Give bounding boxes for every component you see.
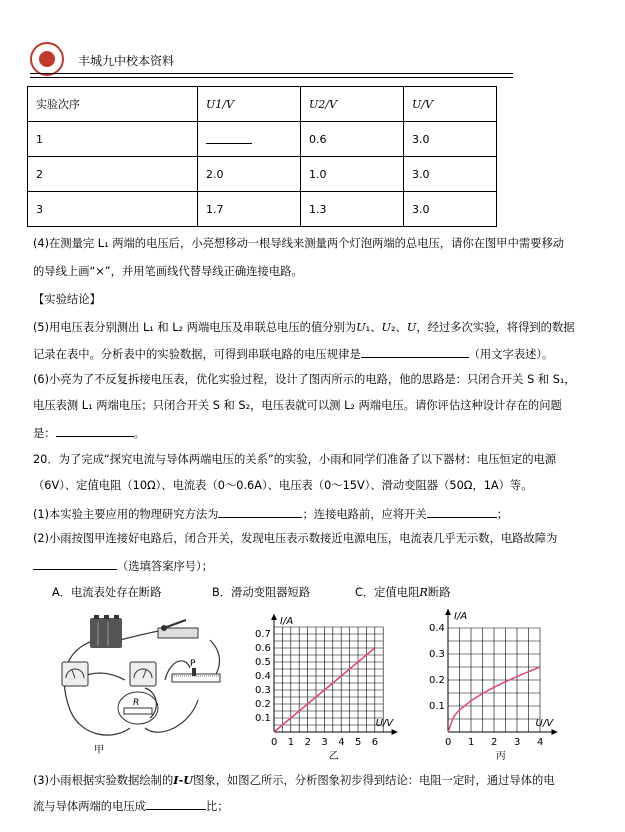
y-axis-label: I/A (280, 616, 294, 627)
x-tick-label: 6 (371, 737, 379, 748)
table-cell: 1.7 (198, 192, 301, 227)
school-logo (30, 42, 64, 76)
x-axis-label: U/V (535, 718, 554, 729)
q20-1-text: ；连接电路前，应将开关 (302, 508, 427, 521)
y-tick-label: 0.1 (255, 713, 271, 724)
x-tick-label: 1 (287, 737, 295, 748)
q5-text: 记录在表中。分析表中的实验数据，可得到串联电路的电压规律是 (33, 348, 361, 361)
x-axis-arrow (392, 729, 398, 735)
q20-3-text: 流与导体两端的电压成 (33, 800, 146, 813)
option-c-text: 断路 (427, 586, 451, 599)
x-axis-label: U/V (375, 718, 394, 729)
table-cell: 3.0 (404, 122, 497, 157)
y-tick-label: 0.3 (255, 685, 271, 696)
var-u1: U (356, 321, 366, 334)
q6-line1: (6)小亮为了不反复拆接电压表，优化实验过程，设计了图丙所示的电路，他的思路是：只闭合开关 S 和 S₁， (33, 373, 576, 386)
y-tick-label: 0.6 (255, 643, 271, 654)
q20-2-text: （选填答案序号）； (117, 560, 214, 573)
x-tick-label: 3 (321, 737, 328, 748)
resistor-label: R (133, 698, 140, 708)
header-rule (30, 73, 513, 74)
q5-text: ，经过多次实验，将得到的数据 (416, 321, 575, 334)
x-tick-label: 2 (491, 737, 498, 748)
q20-2-line1: (2)小雨按图甲连接好电路后，闭合开关，发现电压表示数接近电源电压，电流表几乎无示数，电路故障为 (33, 532, 558, 545)
table-header-row (28, 87, 497, 122)
x-tick-label: 2 (304, 737, 311, 748)
q5-line1 (33, 320, 575, 336)
header-u: U/V (412, 97, 433, 111)
header-u2: U2/V (309, 97, 337, 111)
switch-icon (158, 620, 198, 638)
table-cell: 1.3 (301, 192, 404, 227)
x-tick-label: 0 (271, 737, 278, 748)
q6-line3 (33, 424, 145, 442)
y-tick-label: 0.2 (429, 675, 445, 686)
figure-caption: 丙 (495, 751, 506, 760)
q4-line2: 的导线上画“×”，并用笔画线代替导线正确连接电路。 (33, 265, 303, 278)
conclusion-heading: 【实验结论】 (33, 293, 101, 306)
answer-blank[interactable] (56, 424, 134, 437)
resistor-icon (118, 692, 158, 724)
q5-text: （用文字表述）。 (468, 348, 554, 361)
var-sep: ₁、 (365, 321, 382, 334)
circuit-figure (50, 610, 230, 760)
option-a: A．电流表处存在断路 (52, 586, 162, 599)
q20-1-text: ； (496, 508, 509, 521)
var-sep: ₂、 (391, 321, 407, 334)
table-row (28, 122, 497, 157)
rheostat-icon (172, 659, 220, 682)
x-tick-label: 4 (537, 737, 544, 748)
x-tick-label: 4 (338, 737, 345, 748)
y-axis-arrow (445, 609, 451, 615)
y-tick-label: 0.4 (429, 623, 445, 634)
x-axis-arrow (552, 729, 558, 735)
figure-caption-jia: 甲 (94, 745, 104, 756)
q20-1-text: (1)本实验主要应用的物理研究方法为 (33, 508, 219, 521)
table-cell: 3.0 (404, 192, 497, 227)
table-header (198, 87, 301, 122)
q6-text: 是： (33, 427, 56, 440)
table-header (404, 87, 497, 122)
iu-graph-bing (428, 602, 568, 760)
q5-line2 (33, 345, 553, 363)
answer-blank[interactable] (206, 132, 252, 144)
y-tick-label: 0.5 (255, 657, 271, 668)
q20-3-text: (3)小雨根据实验数据绘制的 (33, 774, 174, 787)
y-axis-arrow (271, 614, 277, 620)
x-tick-label: 3 (514, 737, 521, 748)
var-iu: I-U (173, 773, 194, 787)
q20-3-line2 (33, 797, 229, 815)
var-u: U (406, 321, 417, 334)
voltmeter-icon (130, 662, 156, 686)
q20-2-line2 (33, 557, 213, 575)
figure-caption: 乙 (328, 751, 339, 760)
option-b: B．滑动变阻器短路 (212, 586, 311, 599)
table-cell: 3.0 (404, 157, 497, 192)
x-tick-label: 5 (355, 737, 362, 748)
school-name: 丰城九中校本资料 (78, 54, 175, 68)
y-tick-label: 0.1 (429, 701, 445, 712)
q20-1-line (33, 505, 508, 523)
q20-3-text: 图象，如图乙所示，分析图象初步得到结论：电阻一定时，通过导体的电 (193, 774, 555, 787)
q4-line1: (4)在测量完 L₁ 两端的电压后，小亮想移动一根导线来测量两个灯泡两端的总电压，请你在图甲中需要移动 (33, 237, 565, 250)
x-tick-label: 0 (445, 737, 452, 748)
table-cell-blank (198, 122, 301, 157)
header-rule (30, 77, 513, 78)
y-tick-label: 0.4 (255, 671, 271, 682)
q6-line2: 电压表测 L₁ 两端电压；只闭合开关 S 和 S₂，电压表就可以测 L₂ 两端电压。请你评估这种设计存在的问题 (33, 399, 562, 412)
answer-blank[interactable] (361, 345, 469, 358)
var-r: R (419, 586, 428, 599)
rheostat-label: P (190, 659, 196, 669)
table-header (301, 87, 404, 122)
option-c (355, 584, 451, 600)
iu-graph-yi (254, 602, 416, 760)
header-u1: U1/V (206, 97, 234, 111)
table-cell: 2 (28, 157, 198, 192)
q20-line2: （6V）、定值电阻（10Ω）、电流表（0～0.6A）、电压表（0～15V）、滑动变阻器（50Ω，1A）等。 (33, 479, 533, 492)
answer-blank[interactable] (146, 797, 206, 810)
battery-icon (90, 615, 122, 648)
table-cell: 2.0 (198, 157, 301, 192)
answer-blank[interactable] (427, 505, 497, 518)
y-tick-label: 0.2 (255, 699, 271, 710)
table-row (28, 157, 497, 192)
y-tick-label: 0.7 (255, 629, 271, 640)
q5-text: (5)用电压表分别测出 L₁ 和 L₂ 两端电压及串联总电压的值分别为 (33, 321, 357, 334)
q6-text: 。 (133, 427, 145, 440)
answer-blank[interactable] (218, 505, 302, 518)
var-u2: U (381, 321, 392, 334)
table-cell: 1.0 (301, 157, 404, 192)
y-axis-label: I/A (454, 611, 468, 622)
answer-blank[interactable] (33, 557, 117, 570)
table-cell: 1 (28, 122, 198, 157)
x-tick-label: 1 (468, 737, 475, 748)
q20-line1: 20．为了完成“探究电流与导体两端电压的关系”的实验，小雨和同学们准备了以下器材：电压恒定的电源 (33, 453, 557, 466)
table-cell: 3 (28, 192, 198, 227)
ammeter-icon (62, 662, 88, 686)
table-cell: 0.6 (301, 122, 404, 157)
q20-3-text: 比； (205, 800, 229, 813)
table-row (28, 192, 497, 227)
voltage-table (27, 86, 497, 227)
option-c-text: C．定值电阻 (355, 586, 420, 599)
table-header: 实验次序 (28, 87, 198, 122)
y-tick-label: 0.3 (429, 649, 445, 660)
q20-3-line1 (33, 772, 555, 789)
